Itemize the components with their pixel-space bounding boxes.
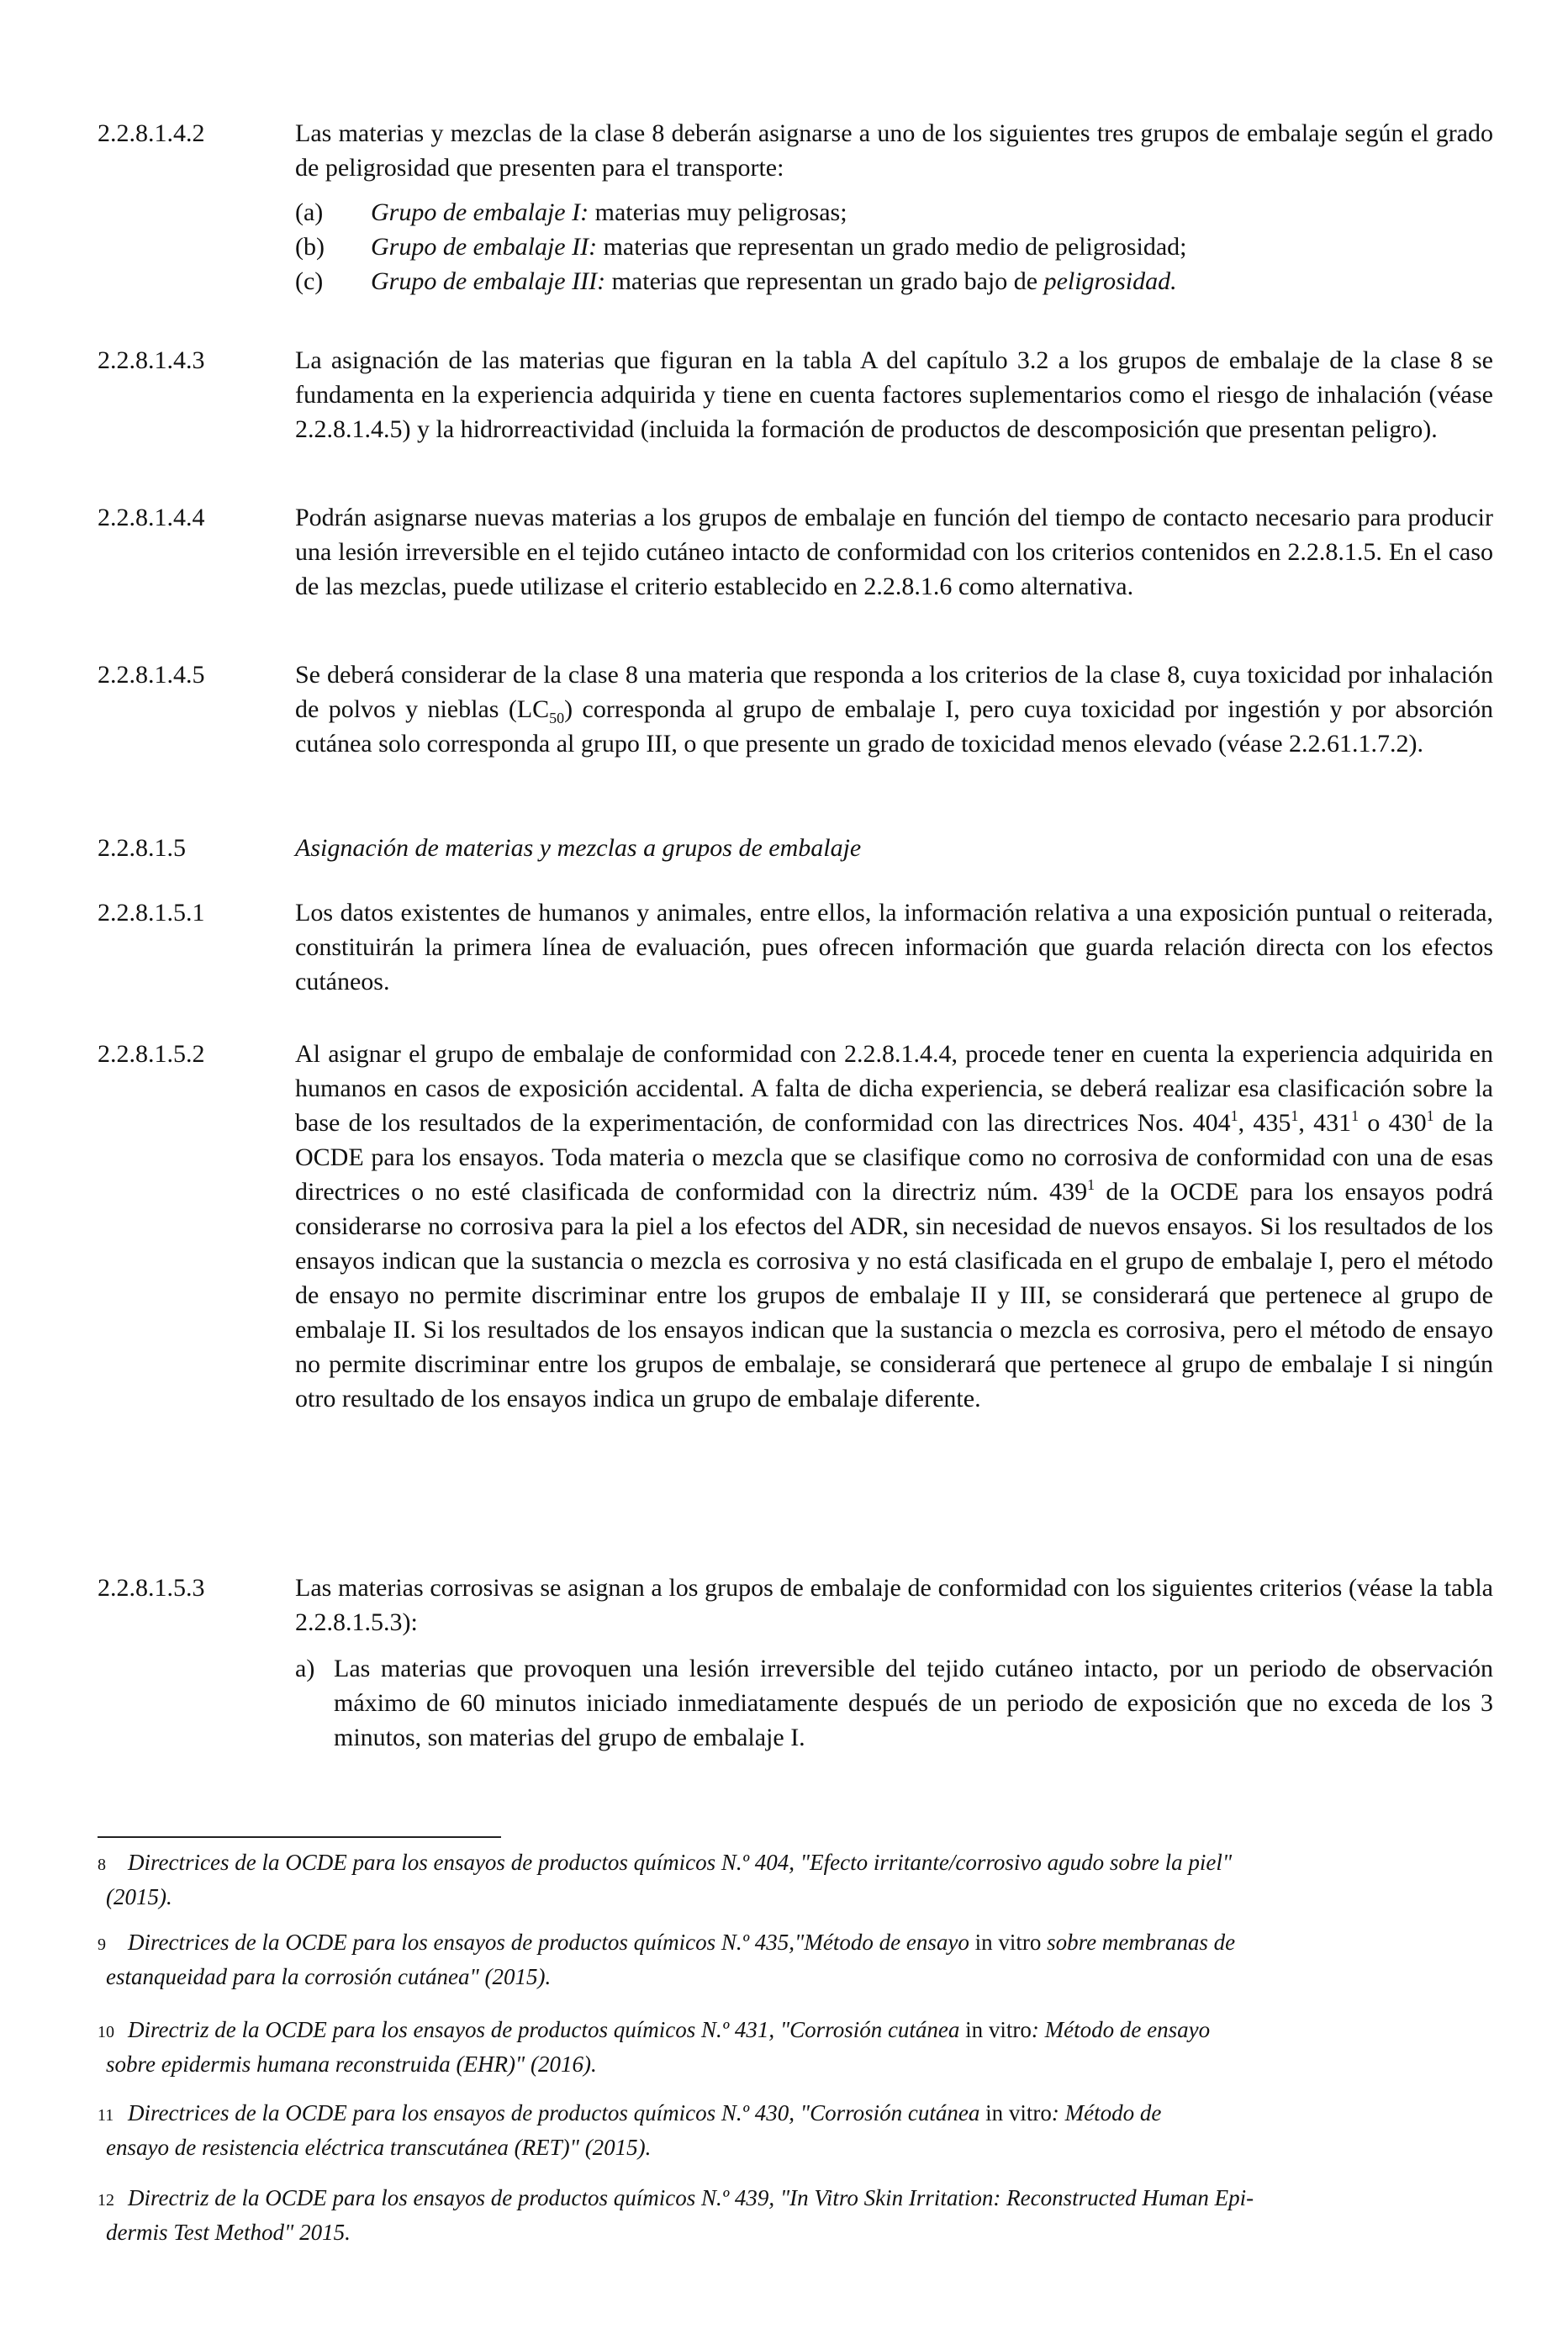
criteria-list bbox=[295, 1651, 1493, 1755]
footnote-text: Directriz de la OCDE para los ensayos de productos químicos N.º 439, "In Vitro Skin Irritation: Reconstructed Human Epi- bbox=[128, 2185, 1254, 2210]
footnote-10 bbox=[98, 2014, 1493, 2080]
section-text: La asignación de las materias que figuran en la tabla A del capítulo 3.2 a los grupos de embalaje de la clase 8 se fundamenta en la experiencia adquirida y tiene en cuenta factores suplementarios como el riesgo de inhalación (véase 2.2.8.1.4.5) y la hidrorreactividad (incluida la formación de productos de descomposición que presentan peligro). bbox=[295, 346, 1493, 443]
footnote-text: sobre membranas de bbox=[1041, 1930, 1236, 1955]
section-2-2-8-1-5-2 bbox=[98, 1037, 1493, 1416]
section-text bbox=[295, 657, 1493, 761]
footnote-mark: 11 bbox=[98, 2106, 114, 2125]
list-item-label: a) bbox=[295, 1655, 315, 1682]
footnote-ref: 1 bbox=[1291, 1107, 1299, 1124]
list-item-label: (a) bbox=[295, 198, 324, 226]
footnote-mark: 10 bbox=[98, 2023, 114, 2041]
list-item-text: Las materias que provoquen una lesión irreversible del tejido cutáneo intacto, por un periodo de observación máximo de 60 minutos iniciado inmediatamente después de un periodo de exposición que no exceda de los 3 minutos, son materias del grupo de embalaje I. bbox=[334, 1655, 1493, 1751]
footnote-text-cont: estanqueidad para la corrosión cutánea" (2015). bbox=[106, 1964, 552, 1989]
footnote-text: : Método de ensayo bbox=[1031, 2017, 1211, 2042]
section-2-2-8-1-5-1 bbox=[98, 895, 1493, 999]
footnote-mark: 8 bbox=[98, 1856, 106, 1874]
footnote-text: Directrices de la OCDE para los ensayos de productos químicos N.º 435,"Método de ensayo bbox=[128, 1930, 975, 1955]
section-heading: Asignación de materias y mezclas a grupos de embalaje bbox=[295, 834, 862, 862]
footnote-text-cont: dermis Test Method" 2015. bbox=[106, 2220, 351, 2245]
list-item-desc: materias que representan un grado bajo de bbox=[605, 267, 1044, 295]
footnote-text: Directrices de la OCDE para los ensayos de productos químicos N.º 430, "Corrosión cutánea bbox=[128, 2100, 986, 2125]
footnote-text: : Método de bbox=[1051, 2100, 1162, 2125]
section-2-2-8-1-4-2 bbox=[98, 116, 1493, 298]
footnote-11 bbox=[98, 2097, 1493, 2163]
section-number: 2.2.8.1.4.5 bbox=[98, 661, 205, 689]
footnote-roman: in vitro bbox=[985, 2100, 1052, 2125]
section-2-2-8-1-4-4 bbox=[98, 500, 1493, 604]
footnote-separator bbox=[98, 1836, 501, 1838]
section-2-2-8-1-5 bbox=[98, 831, 1493, 865]
list-item-desc: materias muy peligrosas; bbox=[589, 198, 847, 226]
footnote-text: Directriz de la OCDE para los ensayos de productos químicos N.º 431, "Corrosión cutánea bbox=[128, 2017, 966, 2042]
list-item-desc: materias que representan un grado medio de peligrosidad; bbox=[597, 233, 1187, 261]
footnote-ref: 1 bbox=[1426, 1107, 1434, 1124]
list-item-term: Grupo de embalaje III: bbox=[371, 267, 606, 295]
section-number: 2.2.8.1.4.4 bbox=[98, 504, 205, 531]
text-part: de la OCDE para los ensayos podrá considerarse no corrosiva para la piel a los efectos del ADR, sin necesidad de nuevos ensayos. Si los resultados de los ensayos indican que la sustancia o mezcla es corrosiva y no está clasificada en el grupo de embalaje I, pero el método de ensayo no permite discriminar entre los grupos de embalaje II y III, se considerará que pertenece al grupo de embalaje II. Si los resultados de los ensayos indican que la sustancia o mezcla es corrosiva, pero el método de ensayo no permite discriminar entre los grupos de embalaje, se considerará que pertenece al grupo de embalaje I si ningún otro resultado de los ensayos indica un grupo de embalaje diferente. bbox=[295, 1178, 1493, 1413]
subscript: 50 bbox=[549, 710, 565, 726]
section-number: 2.2.8.1.5.1 bbox=[98, 899, 205, 927]
section-text: Los datos existentes de humanos y animales, entre ellos, la información relativa a una exposición puntual o reiterada, constituirán la primera línea de evaluación, pues ofrecen información que guarda relación directa con los efectos cutáneos. bbox=[295, 899, 1493, 995]
text-part: Se deberá considerar de la clase 8 una materia que responda a los criterios de la clase 8, cuya toxicidad por inhalación de polvos y nieblas (LC bbox=[295, 661, 1493, 723]
section-text: Podrán asignarse nuevas materias a los grupos de embalaje en función del tiempo de contacto necesario para producir una lesión irreversible en el tejido cutáneo intacto de conformidad con los criterios contenidos en 2.2.8.1.5. En el caso de las mezclas, puede utilizase el criterio establecido en 2.2.8.1.6 como alternativa. bbox=[295, 504, 1493, 600]
section-text: Las materias corrosivas se asignan a los grupos de embalaje de conformidad con los siguientes criterios (véase la tabla 2.2.8.1.5.3): bbox=[295, 1574, 1493, 1636]
footnote-text-cont: sobre epidermis humana reconstruida (EHR)" (2016). bbox=[106, 2051, 597, 2077]
section-2-2-8-1-4-3 bbox=[98, 343, 1493, 446]
list-item bbox=[295, 1651, 1493, 1755]
section-2-2-8-1-4-5 bbox=[98, 657, 1493, 761]
section-number: 2.2.8.1.5.2 bbox=[98, 1040, 205, 1068]
footnote-12 bbox=[98, 2182, 1493, 2248]
section-number: 2.2.8.1.4.2 bbox=[98, 119, 205, 147]
text-part: o 430 bbox=[1359, 1109, 1427, 1137]
footnote-ref: 1 bbox=[1351, 1107, 1359, 1124]
text-part: , 435 bbox=[1238, 1109, 1291, 1137]
text-part: ) corresponda al grupo de embalaje I, pero cuya toxicidad por ingestión y por absorción cutánea solo corresponda al grupo III, o que presente un grado de toxicidad menos elevado (véase 2.2.61.1.7.2). bbox=[295, 695, 1493, 758]
footnote-9 bbox=[98, 1926, 1493, 1993]
footnote-text: Directrices de la OCDE para los ensayos de productos químicos N.º 404, "Efecto irritante/corrosivo agudo sobre la piel" bbox=[128, 1850, 1233, 1875]
footnote-roman: in vitro bbox=[974, 1930, 1042, 1955]
footnote-ref: 1 bbox=[1087, 1176, 1095, 1193]
footnote-roman: in vitro bbox=[965, 2017, 1032, 2042]
footnote-8 bbox=[98, 1846, 1493, 1913]
text-part: de la OCDE para los ensayos. Toda materia o mezcla que se clasifique como no corrosiva de conformidad con una de esas directrices o no esté clasificada de conformidad con la directriz núm. 439 bbox=[295, 1109, 1494, 1206]
footnote-mark: 9 bbox=[98, 1935, 106, 1954]
list-item-term: Grupo de embalaje II: bbox=[371, 233, 598, 261]
list-item-label: (b) bbox=[295, 233, 325, 261]
section-text bbox=[295, 1037, 1493, 1416]
list-item bbox=[295, 264, 1493, 298]
packing-group-list bbox=[295, 195, 1493, 298]
list-item-label: (c) bbox=[295, 267, 324, 295]
footnote-ref: 1 bbox=[1230, 1107, 1238, 1124]
text-part: Al asignar el grupo de embalaje de conformidad con 2.2.8.1.4.4, procede tener en cuenta la experiencia adquirida en humanos en casos de exposición accidental. A falta de dicha experiencia, se deberá realizar esa clasificación sobre la base de los resultados de la experimentación, de conformidad con las directrices Nos. 404 bbox=[295, 1040, 1493, 1137]
section-number: 2.2.8.1.5.3 bbox=[98, 1574, 205, 1602]
list-item-tail: peligrosidad. bbox=[1043, 267, 1177, 295]
section-number: 2.2.8.1.4.3 bbox=[98, 346, 205, 374]
section-2-2-8-1-5-3 bbox=[98, 1571, 1493, 1755]
footnote-mark: 12 bbox=[98, 2191, 114, 2210]
section-number: 2.2.8.1.5 bbox=[98, 834, 186, 862]
text-part: , 431 bbox=[1298, 1109, 1352, 1137]
footnote-text-cont: (2015). bbox=[106, 1884, 172, 1909]
list-item bbox=[295, 230, 1493, 264]
list-item bbox=[295, 195, 1493, 230]
footnote-text-cont: ensayo de resistencia eléctrica transcutánea (RET)" (2015). bbox=[106, 2135, 652, 2160]
list-item-term: Grupo de embalaje I: bbox=[371, 198, 589, 226]
section-text: Las materias y mezclas de la clase 8 deberán asignarse a uno de los siguientes tres grupos de embalaje según el grado de peligrosidad que presenten para el transporte: bbox=[295, 119, 1493, 182]
